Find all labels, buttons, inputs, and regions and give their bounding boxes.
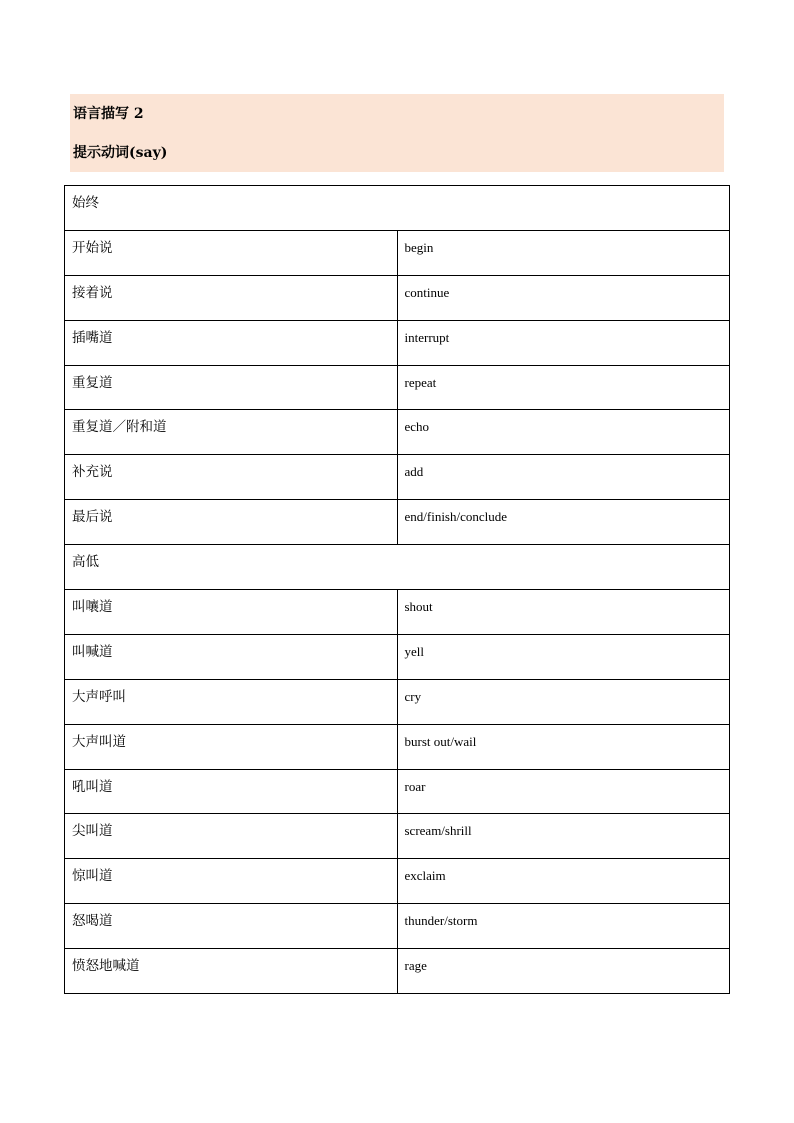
chinese-term: 大声呼叫: [65, 679, 398, 724]
table-row: [65, 320, 730, 365]
english-term: interrupt: [397, 320, 730, 365]
chinese-term: 惊叫道: [65, 859, 398, 904]
table-row: [65, 949, 730, 994]
table-row: [65, 455, 730, 500]
table-row: [65, 275, 730, 320]
english-term: burst out/wail: [397, 724, 730, 769]
chinese-term: 开始说: [65, 230, 398, 275]
table-row: [65, 634, 730, 679]
table-row: [65, 724, 730, 769]
english-term: thunder/storm: [397, 904, 730, 949]
english-term: echo: [397, 410, 730, 455]
heading-block: [70, 94, 724, 172]
table-row: [65, 365, 730, 410]
chinese-term: 接着说: [65, 275, 398, 320]
english-term: roar: [397, 769, 730, 814]
vocab-table: [64, 185, 730, 994]
english-term: end/finish/conclude: [397, 500, 730, 545]
table-row: [65, 590, 730, 635]
chinese-term: 怒喝道: [65, 904, 398, 949]
english-term: continue: [397, 275, 730, 320]
english-term: repeat: [397, 365, 730, 410]
table-row: [65, 679, 730, 724]
chinese-term: 吼叫道: [65, 769, 398, 814]
english-term: begin: [397, 230, 730, 275]
chinese-term: 插嘴道: [65, 320, 398, 365]
table-row: [65, 904, 730, 949]
table-row: [65, 769, 730, 814]
chinese-term: 尖叫道: [65, 814, 398, 859]
document-subtitle: 提示动词(say): [73, 145, 168, 161]
table-row: [65, 859, 730, 904]
document-title: 语言描写 2: [73, 106, 144, 122]
table-row: [65, 814, 730, 859]
english-term: yell: [397, 634, 730, 679]
vocab-table-body: [65, 186, 730, 994]
chinese-term: 叫喊道: [65, 634, 398, 679]
english-term: cry: [397, 679, 730, 724]
english-term: rage: [397, 949, 730, 994]
section-label: 高低: [65, 545, 730, 590]
section-label: 始终: [65, 186, 730, 231]
chinese-term: 补充说: [65, 455, 398, 500]
chinese-term: 大声叫道: [65, 724, 398, 769]
english-term: add: [397, 455, 730, 500]
english-term: exclaim: [397, 859, 730, 904]
section-header-row: [65, 186, 730, 231]
chinese-term: 最后说: [65, 500, 398, 545]
english-term: scream/shrill: [397, 814, 730, 859]
section-header-row: [65, 545, 730, 590]
table-row: [65, 410, 730, 455]
chinese-term: 重复道／附和道: [65, 410, 398, 455]
chinese-term: 叫嚷道: [65, 590, 398, 635]
english-term: shout: [397, 590, 730, 635]
table-row: [65, 230, 730, 275]
table-row: [65, 500, 730, 545]
chinese-term: 重复道: [65, 365, 398, 410]
chinese-term: 愤怒地喊道: [65, 949, 398, 994]
